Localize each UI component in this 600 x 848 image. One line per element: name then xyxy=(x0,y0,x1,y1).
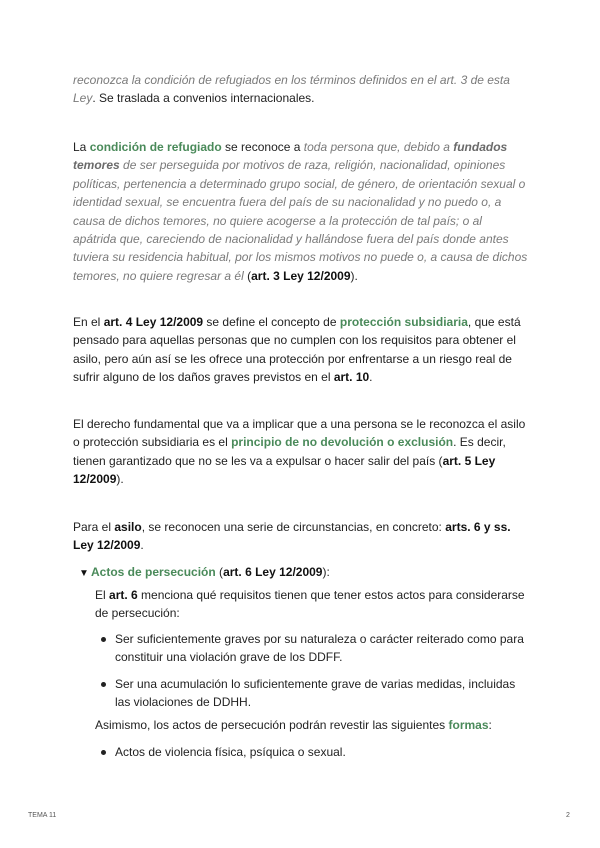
paragraph-refugee-definition xyxy=(73,138,528,285)
text: El derecho fundamental que va a implicar que a una persona se le reconozca el asilo o protección subsidiaria es el xyxy=(73,417,526,450)
highlight-term: condición de refugiado xyxy=(89,140,222,154)
text: ( xyxy=(243,268,252,283)
bullet-icon xyxy=(101,682,106,687)
text: se define el concepto de xyxy=(203,315,340,329)
list-item xyxy=(101,675,531,712)
bold-reference: art. 10 xyxy=(333,370,370,385)
list-item-text: Actos de violencia física, psíquica o sexual. xyxy=(115,745,346,759)
list-item-text: Ser suficientemente graves por su naturaleza o carácter reiterado como para constituir una violación grave de los DDFF. xyxy=(115,632,524,665)
italic-quote: toda persona que, debido a xyxy=(303,140,454,154)
bold-reference: art. 6 Ley 12/2009 xyxy=(223,565,323,579)
text: . xyxy=(369,370,373,385)
bold-reference: art. 4 Ley 12/2009 xyxy=(103,315,204,329)
bold-reference: art. 5 Ley 12/2009 xyxy=(73,453,496,487)
triangle-down-icon[interactable]: ▼ xyxy=(79,568,89,579)
bullet-icon xyxy=(101,637,106,642)
highlight-term: formas xyxy=(448,718,489,732)
paragraph-forms xyxy=(95,716,535,734)
text: . Se traslada a convenios internacionales. xyxy=(92,91,315,106)
text: La xyxy=(73,140,90,154)
bulleted-list-forms xyxy=(101,743,531,761)
list-item xyxy=(101,743,531,761)
italic-quote: de ser perseguida por motivos de raza, religión, nacionalidad, opiniones políticas, pertenencia a determinado grupo social, de género, de orientación sexual o identidad sexual, se encuentra fuera del país de su nacionalidad y no puedo o, a causa de dichos temores, no quiere acogerse a la protección de tal país; o al apátrida que, careciendo de nacionalidad y hallándose fuera del país donde antes tuviera su residencia habitual, por los mismos motivos no puede o, a causa de dichos temores, no quiere regresar a él xyxy=(73,158,528,283)
text: En el xyxy=(73,315,104,329)
text: ). xyxy=(350,268,358,283)
toggle-persecution-acts[interactable] xyxy=(79,563,539,583)
text: , se reconocen una serie de circunstancias, en concreto: xyxy=(141,520,446,534)
paragraph-asylum xyxy=(73,518,528,555)
paragraph-refugee-law-intro xyxy=(73,71,528,108)
bold-reference: art. 6 xyxy=(109,588,138,602)
text: ): xyxy=(322,565,330,579)
list-item-text: Ser una acumulación lo suficientemente grave de varias medidas, incluidas las violaciones de DDHH. xyxy=(115,676,516,710)
footer-chapter-label: TEMA 11 xyxy=(28,812,57,819)
text: Asimismo, los actos de persecución podrán revestir las siguientes xyxy=(95,718,449,732)
bold-reference: art. 3 Ley 12/2009 xyxy=(251,268,351,283)
italic-quote: reconozca la condición de refugiados en los términos definidos en el art. 3 de esta Ley xyxy=(73,73,510,106)
highlight-term: principio de no devolución o exclusión xyxy=(231,435,454,450)
text: Para el xyxy=(73,520,115,534)
text: ( xyxy=(215,565,224,579)
list-item xyxy=(101,630,531,667)
bold-reference: arts. 6 y ss. Ley 12/2009 xyxy=(73,520,511,553)
bold-term: asilo xyxy=(114,520,142,534)
bulleted-list-requirements xyxy=(101,630,531,712)
text: El xyxy=(95,588,110,602)
text: : xyxy=(488,718,492,732)
text: ). xyxy=(116,472,124,487)
paragraph-requirements xyxy=(95,586,535,623)
bullet-icon xyxy=(101,750,106,755)
bold-italic-term: fundados temores xyxy=(73,140,508,173)
text: se reconoce a xyxy=(221,140,304,154)
paragraph-subsidiary-protection xyxy=(73,313,528,387)
text: menciona qué requisitos tienen que tener estos actos para considerarse de persecución: xyxy=(95,588,525,621)
toggle-title: Actos de persecución xyxy=(91,565,216,579)
paragraph-non-refoulement xyxy=(73,415,528,489)
footer-page-number: 2 xyxy=(566,812,570,819)
text: . Es decir, tienen garantizado que no se les va a expulsar o hacer salir del país ( xyxy=(73,435,506,468)
highlight-term: protección subsidiaria xyxy=(339,315,468,329)
text: . xyxy=(140,538,144,553)
text: , que está pensado para aquellas personas que no cumplen con los requisitos para obtener el asilo, pero aún así se les ofrece una protección por enfrentarse a un riesgo real de sufrir alguno de los daños graves previstos en el xyxy=(73,315,521,385)
